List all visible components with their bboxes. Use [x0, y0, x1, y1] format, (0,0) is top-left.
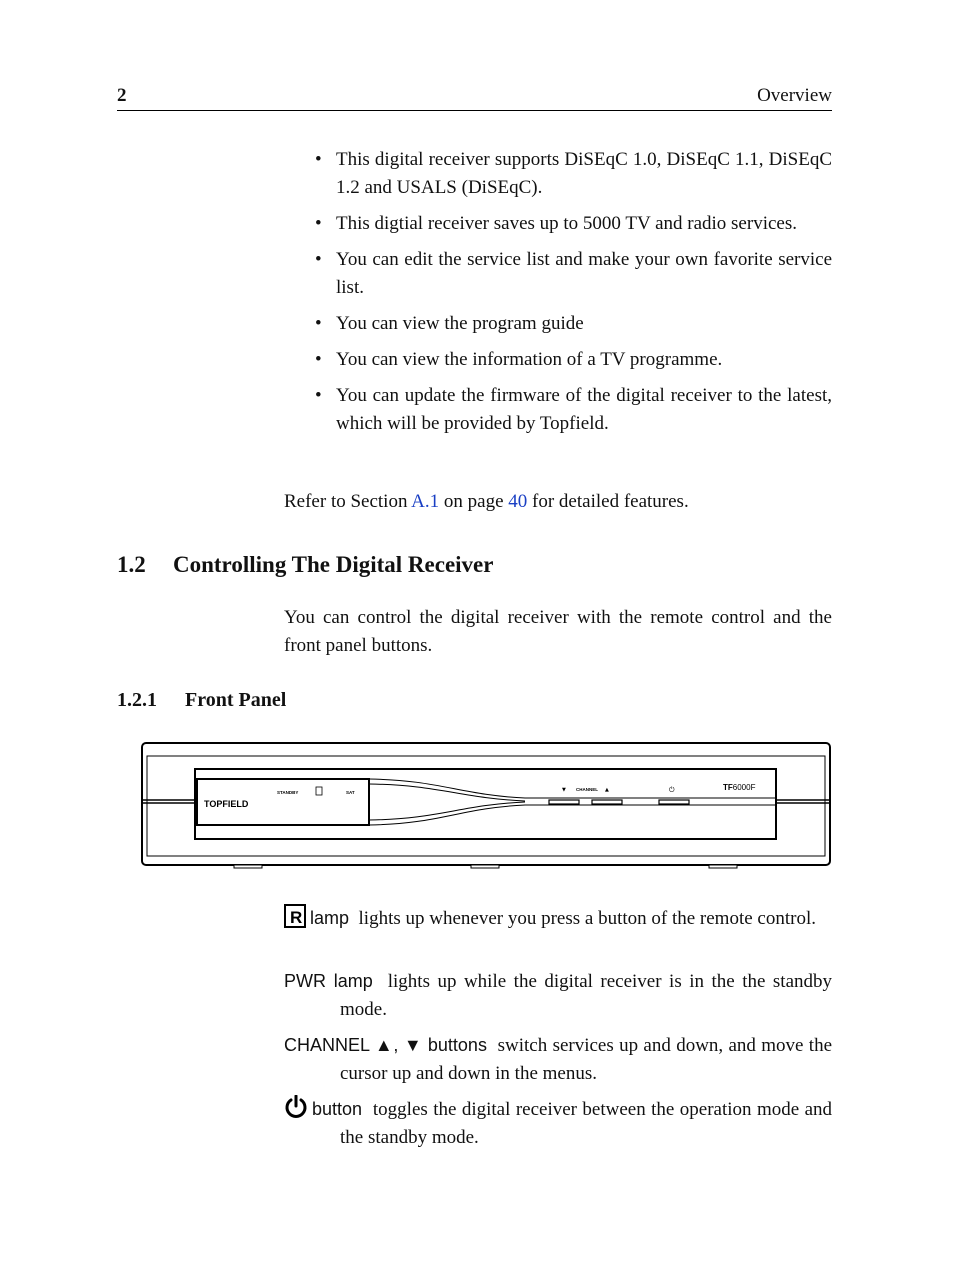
reference-paragraph: [284, 488, 689, 516]
bullet-icon: •: [315, 385, 322, 406]
section-intro: You can control the digital receiver with the remote control and the front panel buttons.: [284, 607, 832, 656]
list-item: [284, 346, 832, 374]
channel-down-arrow-icon: ▼: [562, 787, 566, 793]
bullet-icon: •: [315, 149, 322, 170]
foot-left: [234, 865, 262, 868]
remote-lamp-icon: [284, 904, 306, 928]
sat-label: SAT: [346, 790, 355, 795]
bullet-icon: •: [315, 213, 322, 234]
power-icon: ⏻: [669, 786, 675, 794]
power-icon: [284, 1095, 308, 1119]
page-header: [117, 84, 832, 111]
feature-list: [284, 146, 832, 446]
front-panel-illustration: [140, 740, 832, 870]
list-item: [284, 310, 832, 338]
term: PWR lamp: [284, 971, 373, 991]
bullet-icon: •: [315, 313, 322, 334]
section-title: Controlling The Digital Receiver: [173, 552, 494, 577]
definition: lights up while the digital receiver is in the the standby mode.: [340, 971, 833, 1020]
foot-right: [709, 865, 737, 868]
section-heading: [117, 552, 493, 578]
definition: toggles the digital receiver between the operation mode and the standby mode.: [340, 1099, 833, 1148]
description-channel-buttons: [284, 1031, 832, 1088]
foot-center: [471, 865, 499, 868]
list-item-text: This digtial receiver saves up to 5000 TV and radio services.: [336, 213, 797, 234]
channel-up-button[interactable]: [592, 800, 622, 804]
list-item-text: This digital receiver supports DiSEqC 1.0, DiSEqC 1.1, DiSEqC 1.2 and USALS (DiSEqC).: [336, 149, 832, 198]
power-button[interactable]: [659, 800, 689, 804]
channel-up-arrow-icon: ▲: [605, 787, 609, 793]
definition: switch services up and down, and move the cursor up and down in the menus.: [340, 1035, 833, 1084]
reference-text: on page: [439, 491, 509, 512]
subsection-title: Front Panel: [185, 689, 287, 711]
term: button: [312, 1099, 363, 1119]
list-item: [284, 246, 832, 302]
list-item-text: You can update the firmware of the digital receiver to the latest, which will be provided by Topfield.: [336, 385, 832, 434]
running-title: Overview: [757, 85, 832, 106]
list-item-text: You can view the program guide: [336, 313, 584, 334]
subsection-heading: [117, 689, 286, 712]
term: lamp: [310, 908, 350, 928]
reference-text: for detailed features.: [527, 491, 689, 512]
section-link[interactable]: A.1: [411, 491, 440, 512]
channel-down-button[interactable]: [549, 800, 579, 804]
list-item: [284, 382, 832, 438]
bullet-icon: •: [315, 249, 322, 270]
list-item: [284, 146, 832, 202]
term: CHANNEL ▲, ▼ buttons: [284, 1035, 487, 1055]
bullet-icon: •: [315, 349, 322, 370]
page-number: 2: [117, 85, 127, 106]
model-label: TF6000F: [723, 783, 756, 792]
description-remote-lamp: [284, 904, 832, 933]
channel-label: CHANNEL: [576, 787, 598, 792]
standby-label: STANDBY: [277, 790, 299, 795]
brand-label: TOPFIELD: [204, 799, 249, 809]
list-item: [284, 210, 832, 238]
reference-text: Refer to Section: [284, 491, 412, 512]
list-item-text: You can view the information of a TV programme.: [336, 349, 723, 370]
section-number: 1.2: [117, 552, 146, 577]
description-power-button: [284, 1095, 832, 1152]
list-item-text: You can edit the service list and make your own favorite service list.: [336, 249, 832, 298]
definition: lights up whenever you press a button of the remote control.: [358, 908, 816, 929]
subsection-number: 1.2.1: [117, 689, 157, 711]
description-pwr-lamp: [284, 967, 832, 1024]
svg-text:R: R: [290, 908, 303, 927]
page-link[interactable]: 40: [508, 491, 528, 512]
